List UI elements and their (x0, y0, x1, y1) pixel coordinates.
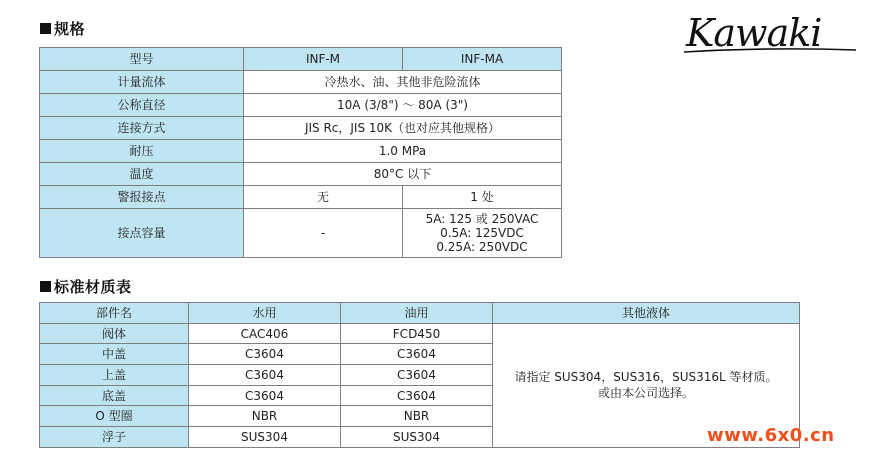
contact-capacity-line: 0.5A: 125VDC (440, 226, 524, 240)
material-oil: C3604 (341, 385, 493, 406)
square-bullet-icon (40, 281, 51, 292)
material-part: 上盖 (40, 365, 189, 386)
material-water: SUS304 (189, 427, 341, 448)
spec-row-label: 温度 (40, 163, 244, 186)
table-row (40, 140, 562, 163)
spec-section-title-text: 规格 (54, 20, 86, 38)
watermark: www.6x0.cn (707, 425, 835, 446)
spec-header-model: 型号 (40, 48, 244, 71)
material-part: 中盖 (40, 344, 189, 365)
material-water: NBR (189, 406, 341, 427)
spec-row-inf-ma-value (403, 209, 562, 258)
contact-capacity-line: 5A: 125 或 250VAC (425, 212, 539, 226)
table-row (40, 186, 562, 209)
spec-row-inf-m-value: 无 (244, 186, 403, 209)
material-header-other: 其他液体 (493, 303, 800, 324)
material-water: C3604 (189, 365, 341, 386)
table-row (40, 209, 562, 258)
spec-row-inf-ma-value: 1 处 (403, 186, 562, 209)
logo-text: Kawaki (686, 11, 822, 55)
spec-row-inf-m-value: - (244, 209, 403, 258)
spec-row-label: 接点容量 (40, 209, 244, 258)
material-part: 阀体 (40, 323, 189, 344)
other-liquid-note-line: 请指定 SUS304，SUS316，SUS316L 等材质。 (514, 370, 778, 385)
material-oil: NBR (341, 406, 493, 427)
material-water: C3604 (189, 385, 341, 406)
spec-section-title (40, 18, 85, 39)
material-header-row (40, 303, 800, 324)
material-header-oil: 油用 (341, 303, 493, 324)
material-oil: FCD450 (341, 323, 493, 344)
material-section-title-text: 标准材质表 (54, 278, 132, 296)
material-header-part: 部件名 (40, 303, 189, 324)
spec-table (39, 47, 562, 258)
spec-row-value: 1.0 MPa (244, 140, 562, 163)
kawaki-logo (680, 6, 860, 60)
spec-row-label: 警报接点 (40, 186, 244, 209)
material-part: 浮子 (40, 427, 189, 448)
spec-header-row (40, 48, 562, 71)
spec-header-inf-ma: INF-MA (403, 48, 562, 71)
material-table (39, 302, 800, 448)
material-part: O 型圈 (40, 406, 189, 427)
table-row (40, 323, 800, 344)
square-bullet-icon (40, 23, 51, 34)
spec-header-inf-m: INF-M (244, 48, 403, 71)
material-header-water: 水用 (189, 303, 341, 324)
material-part: 底盖 (40, 385, 189, 406)
table-row (40, 163, 562, 186)
spec-row-value: 80°C 以下 (244, 163, 562, 186)
spec-row-value: JIS Rc，JIS 10K（也对应其他规格） (244, 117, 562, 140)
material-oil: SUS304 (341, 427, 493, 448)
spec-row-label: 耐压 (40, 140, 244, 163)
table-row (40, 94, 562, 117)
contact-capacity-line: 0.25A: 250VDC (436, 240, 528, 254)
material-oil: C3604 (341, 365, 493, 386)
spec-row-label: 连接方式 (40, 117, 244, 140)
spec-row-value: 10A (3/8") ～ 80A (3") (244, 94, 562, 117)
material-water: CAC406 (189, 323, 341, 344)
table-row (40, 117, 562, 140)
spec-row-value: 冷热水、油、其他非危险流体 (244, 71, 562, 94)
material-water: C3604 (189, 344, 341, 365)
material-oil: C3604 (341, 344, 493, 365)
table-row (40, 71, 562, 94)
spec-row-label: 计量流体 (40, 71, 244, 94)
material-section-title (40, 276, 132, 297)
other-liquid-note-line: 或由本公司选择。 (597, 386, 694, 401)
spec-row-label: 公称直径 (40, 94, 244, 117)
